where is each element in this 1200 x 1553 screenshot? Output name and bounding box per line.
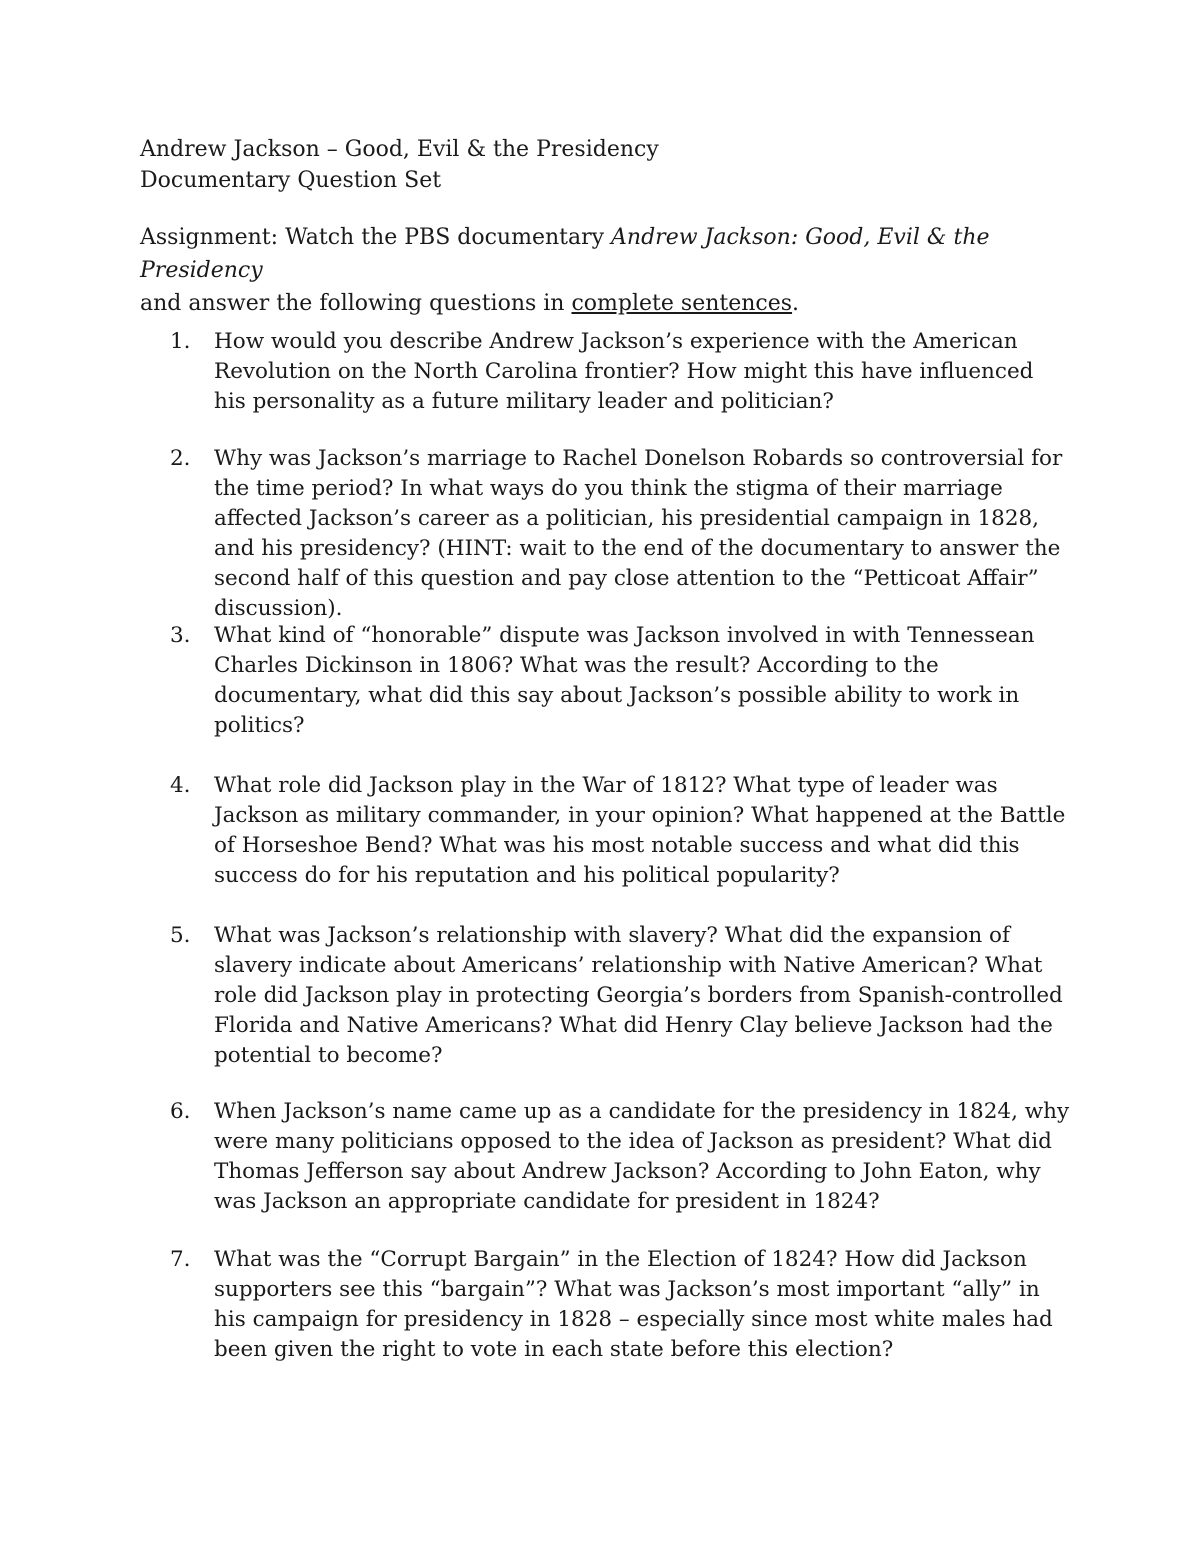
document-title: Andrew Jackson – Good, Evil & the Presidency — [140, 137, 659, 162]
question-item-6 — [170, 1097, 1070, 1217]
question-number: 6. — [170, 1099, 191, 1124]
question-text: What role did Jackson play in the War of 1812? What type of leader was Jackson as military commander, in your opinion? What happened at the Battle of Horseshoe Bend? What was his most notable success and what did this success do for his reputation and his political popularity? — [214, 773, 1066, 888]
question-item-3 — [170, 621, 1070, 741]
question-number: 1. — [170, 329, 191, 354]
question-number: 2. — [170, 446, 191, 471]
question-item-2 — [170, 444, 1070, 624]
assignment-label: Assignment: — [140, 225, 279, 250]
question-item-1 — [170, 327, 1070, 417]
documentary-title: Andrew Jackson: Good, Evil & the Presidency — [140, 225, 990, 283]
assignment-end: . — [792, 291, 800, 316]
question-number: 7. — [170, 1247, 191, 1272]
assignment-instructions — [140, 221, 1100, 320]
question-number: 5. — [170, 923, 191, 948]
assignment-text-after: and answer the following questions in — [140, 291, 565, 316]
document-header — [140, 134, 1080, 196]
complete-sentences-emphasis: complete sentences — [571, 291, 793, 316]
question-text: What kind of “honorable” dispute was Jackson involved in with Tennessean Charles Dickinson in 1806? What was the result? According to the documentary, what did this say about Jackson’s possible ability to work in politics? — [214, 623, 1035, 738]
question-item-5 — [170, 921, 1070, 1071]
question-text: How would you describe Andrew Jackson’s experience with the American Revolution on the North Carolina frontier? How might this have influenced his personality as a future military leader and politician? — [214, 329, 1034, 414]
question-text: What was Jackson’s relationship with slavery? What did the expansion of slavery indicate about Americans’ relationship with Native American? What role did Jackson play in protecting Georgia’s borders from Spanish-controlled Florida and Native Americans? What did Henry Clay believe Jackson had the potential to become? — [214, 923, 1063, 1068]
question-item-7 — [170, 1245, 1070, 1365]
assignment-text-before: Watch the PBS documentary — [285, 225, 605, 250]
question-number: 4. — [170, 773, 191, 798]
document-subtitle: Documentary Question Set — [140, 168, 442, 193]
question-text: What was the “Corrupt Bargain” in the Election of 1824? How did Jackson supporters see this “bargain”? What was Jackson’s most important “ally” in his campaign for presidency in 1828 – especially since most white males had been given the right to vote in each state before this election? — [214, 1247, 1053, 1362]
question-number: 3. — [170, 623, 191, 648]
question-item-4 — [170, 771, 1070, 891]
question-text: Why was Jackson’s marriage to Rachel Donelson Robards so controversial for the time period? In what ways do you think the stigma of their marriage affected Jackson’s career as a politician, his presidential campaign in 1828, and his presidency? (HINT: wait to the end of the documentary to answer the second half of this question and pay close attention to the “Petticoat Affair” discussion). — [214, 446, 1063, 621]
question-text: When Jackson’s name came up as a candidate for the presidency in 1824, why were many politicians opposed to the idea of Jackson as president? What did Thomas Jefferson say about Andrew Jackson? According to John Eaton, why was Jackson an appropriate candidate for president in 1824? — [214, 1099, 1070, 1214]
